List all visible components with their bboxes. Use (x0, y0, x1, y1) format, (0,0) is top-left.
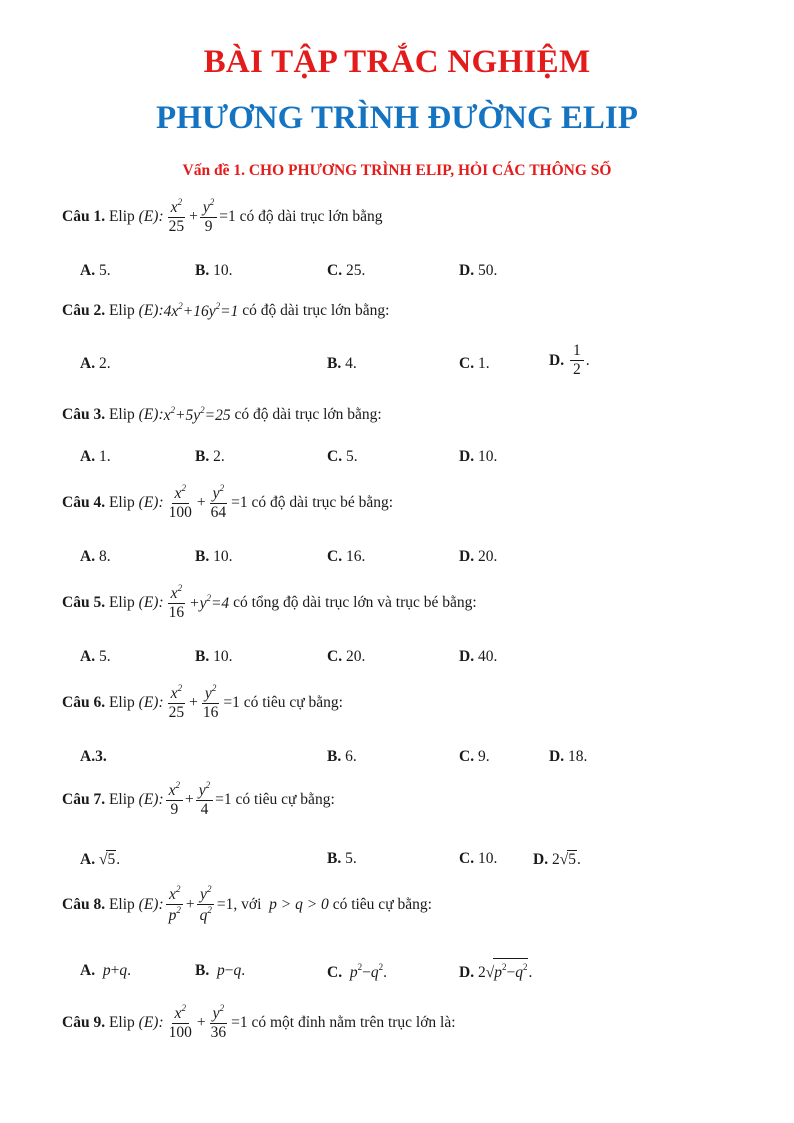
question-2 (62, 301, 389, 321)
page-subtitle: PHƯƠNG TRÌNH ĐƯỜNG ELIP (156, 100, 638, 136)
option-b[interactable]: B. 6. (327, 748, 357, 765)
option-d[interactable]: D. 2√5. (533, 851, 581, 868)
question-label: Câu 4. (62, 493, 106, 511)
option-a[interactable]: A. 2. (80, 355, 111, 372)
fraction: $\frac{y^2}{q^2}$ (197, 885, 215, 925)
option-c[interactable]: C. $p^2-q^2$. (327, 962, 387, 981)
fraction: $\frac{x^2}{25}$ (168, 683, 185, 722)
question-label: Câu 7. (62, 790, 106, 808)
option-c[interactable]: C. 1. (459, 355, 490, 372)
question-text: có độ dài trục lớn bằng: (234, 406, 382, 423)
option-a[interactable]: A. p+q. (80, 962, 131, 979)
elip-word: Elip (108, 895, 135, 913)
option-d[interactable]: D. $2√p^2-q^2$. (459, 958, 532, 982)
option-a[interactable]: A. 5. (80, 262, 111, 279)
option-c[interactable]: C. 25. (327, 262, 366, 279)
option-d[interactable]: D. 18. (549, 748, 588, 765)
question-text: có độ dài trục lớn bằng (239, 207, 383, 225)
question-text: có một đỉnh nằm trên trục lớn là: (251, 1013, 456, 1031)
elip-word: Elip (108, 406, 135, 423)
fraction: $\frac{y^2}{9}$ (200, 198, 217, 236)
elip-word: Elip (108, 693, 135, 711)
elip-word: Elip (108, 207, 135, 225)
question-8: Câu 8. Elip (E): $\frac{x^2}{p^2}$ + $\frac{y^2}{q^2}$ =1 , với p > q > 0 có tiêu cự bằng: (62, 884, 432, 925)
question-label: Câu 3. (62, 406, 106, 423)
fraction: $\frac{y^2}{4}$ (196, 781, 213, 819)
question-label: Câu 9. (62, 1013, 106, 1031)
ellipse-name: (E): (138, 406, 164, 423)
fraction: $\frac{x^2}{100}$ (168, 483, 192, 522)
question-1: Câu 1. Elip (E): $\frac{x^2}{25}$ + $\frac{y^2}{9}$ =1 có độ dài trục lớn bằng (62, 197, 383, 236)
option-d[interactable]: D. 10. (459, 448, 498, 465)
option-a[interactable]: A. 8. (80, 548, 111, 565)
question-label: Câu 8. (62, 895, 106, 913)
question-7: Câu 7. Elip (E): $\frac{x^2}{9}$ + $\frac{y^2}{4}$ =1 có tiêu cự bằng: (62, 780, 335, 819)
option-c[interactable]: C. 20. (327, 648, 366, 665)
ellipse-name: (E): (138, 207, 164, 225)
equation: $x^2+5y^2=25$ (163, 405, 231, 424)
fraction: $\frac{x^2}{100}$ (168, 1003, 192, 1042)
question-9: Câu 9. Elip (E): $\frac{x^2}{100}$ + $\frac{y^2}{36}$ =1 có một đỉnh nằm trên trục lớn là: (62, 1003, 456, 1042)
question-label: Câu 2. (62, 302, 106, 319)
question-text: có tiêu cự bằng: (235, 790, 335, 808)
fraction: $\frac{x^2}{25}$ (168, 197, 185, 236)
option-b[interactable]: B. 2. (195, 448, 225, 465)
fraction: $\frac{x^2}{p^2}$ (166, 885, 184, 925)
fraction: $\frac{y^2}{64}$ (210, 483, 227, 522)
option-a[interactable]: A. 5. (80, 648, 111, 665)
option-d[interactable]: D. 20. (459, 548, 498, 565)
option-a[interactable]: A. 1. (80, 448, 111, 465)
option-b[interactable]: B. p−q. (195, 962, 246, 979)
ellipse-name: (E): (138, 493, 164, 511)
option-c[interactable]: C. 5. (327, 448, 358, 465)
question-label: Câu 6. (62, 693, 106, 711)
elip-word: Elip (108, 1013, 135, 1031)
question-5: Câu 5. Elip (E): $\frac{x^2}{16}$ $+y^2=4$ có tổng độ dài trục lớn và trục bé bằng: (62, 583, 477, 622)
elip-word: Elip (108, 302, 135, 319)
option-a[interactable]: A.3. (80, 748, 107, 765)
question-label: Câu 5. (62, 593, 106, 611)
option-d[interactable]: D. $\frac{1}{2}$ . (549, 342, 590, 379)
question-4: Câu 4. Elip (E): $\frac{x^2}{100}$ + $\frac{y^2}{64}$ =1 có độ dài trục bé bằng: (62, 483, 394, 522)
ellipse-name: (E): (138, 1013, 164, 1031)
option-d[interactable]: D. 40. (459, 648, 498, 665)
option-c[interactable]: C. 10. (459, 850, 498, 867)
option-d[interactable]: D. 50. (459, 262, 498, 279)
page-title: BÀI TẬP TRẮC NGHIỆM (203, 44, 591, 80)
option-b[interactable]: B. 10. (195, 262, 233, 279)
option-b[interactable]: B. 10. (195, 648, 233, 665)
elip-word: Elip (108, 493, 135, 511)
question-6: Câu 6. Elip (E): $\frac{x^2}{25}$ + $\frac{y^2}{16}$ =1 có tiêu cự bằng: (62, 683, 343, 722)
ellipse-name: (E): (138, 790, 164, 808)
option-a[interactable]: A. √5. (80, 851, 121, 868)
option-c[interactable]: C. 16. (327, 548, 366, 565)
fraction: $\frac{x^2}{16}$ (168, 583, 185, 622)
question-3 (62, 405, 382, 425)
option-b[interactable]: B. 4. (327, 355, 357, 372)
ellipse-name: (E): (138, 895, 164, 913)
elip-word: Elip (108, 593, 135, 611)
equation: $4x^2+16y^2=1$ (163, 301, 239, 320)
option-b[interactable]: B. 5. (327, 850, 357, 867)
question-text: , với (233, 895, 262, 913)
question-text: có tổng độ dài trục lớn và trục bé bằng: (233, 593, 477, 611)
fraction: $\frac{x^2}{9}$ (166, 781, 183, 819)
option-c[interactable]: C. 9. (459, 748, 490, 765)
option-b[interactable]: B. 10. (195, 548, 233, 565)
ellipse-name: (E): (138, 302, 164, 319)
fraction: $\frac{y^2}{36}$ (210, 1003, 227, 1042)
ellipse-name: (E): (138, 593, 164, 611)
elip-word: Elip (108, 790, 135, 808)
question-text: có tiêu cự bằng: (243, 693, 343, 711)
question-text: có tiêu cự bằng: (332, 895, 432, 913)
section-heading: Vấn đề 1. CHO PHƯƠNG TRÌNH ELIP, HỎI CÁC THÔNG SỐ (182, 162, 612, 179)
fraction: $\frac{y^2}{16}$ (202, 683, 219, 722)
question-text: có độ dài trục lớn bằng: (242, 302, 390, 319)
ellipse-name: (E): (138, 693, 164, 711)
question-label: Câu 1. (62, 207, 106, 225)
question-text: có độ dài trục bé bằng: (251, 493, 394, 511)
